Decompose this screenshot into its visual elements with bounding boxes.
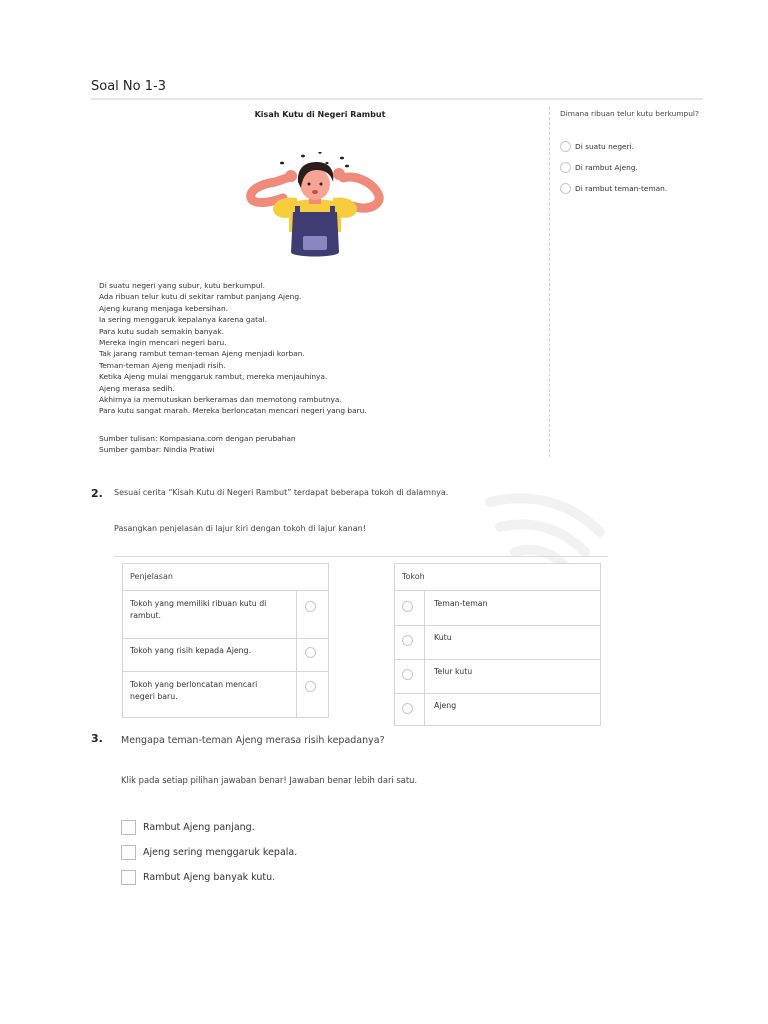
story-line: Di suatu negeri yang subur, kutu berkumpul.	[99, 281, 265, 290]
story-line: Akhirnya ia memutuskan berkeramas dan memotong rambutnya.	[99, 395, 342, 405]
header-divider	[91, 98, 703, 100]
explanation-item-1	[130, 598, 266, 622]
q3-question: Mengapa teman-teman Ajeng merasa risih kepadanya?	[121, 735, 385, 746]
column-line	[296, 591, 297, 718]
story-title: Kisah Kutu di Negeri Rambut	[254, 110, 386, 119]
q1-option-1[interactable]	[560, 140, 634, 152]
character-radio-2[interactable]	[402, 635, 413, 646]
explanation-radio-3[interactable]	[305, 681, 316, 692]
row-line	[395, 693, 600, 694]
character-radio-1[interactable]	[402, 601, 413, 612]
character-item-2: Kutu	[434, 633, 452, 642]
story-line: Ia sering menggaruk kepalanya karena gatal.	[99, 315, 267, 325]
q1-option-label: Di rambut teman-teman.	[575, 183, 668, 193]
q2-question: Sesuai cerita “Kisah Kutu di Negeri Rambut” terdapat beberapa tokoh di dalamnya.	[114, 488, 449, 497]
story-line: Ada ribuan telur kutu di sekitar rambut panjang Ajeng.	[99, 292, 302, 302]
story-line: Ketika Ajeng mulai menggaruk rambut, mereka menjauhinya.	[99, 372, 328, 382]
source-image: Sumber gambar: Nindia Pratiwi	[99, 445, 215, 455]
q3-option-label: Rambut Ajeng panjang.	[143, 821, 255, 833]
q3-instruction: Klik pada setiap pilihan jawaban benar! Jawaban benar lebih dari satu.	[121, 775, 418, 785]
column-line	[424, 591, 425, 726]
q3-option-label: Ajeng sering menggaruk kepala.	[143, 846, 298, 858]
explanation-item-2	[130, 645, 251, 657]
story-line: Mereka ingin mencari negeri baru.	[99, 338, 227, 348]
q3-option-3[interactable]	[121, 869, 275, 885]
checkbox[interactable]	[121, 820, 136, 835]
story-line: Para kutu sangat marah. Mereka berloncatan mencari negeri yang baru.	[99, 406, 367, 416]
character-item-3: Telur kutu	[434, 667, 473, 676]
explanation-line: Tokoh yang memiliki ribuan kutu di	[130, 599, 267, 608]
q2-instruction: Pasangkan penjelasan di lajur kiri dengan tokoh di lajur kanan!	[114, 524, 366, 533]
story-text	[99, 280, 367, 417]
character-table	[394, 563, 601, 726]
explanation-item-3	[130, 679, 257, 703]
story-sources	[99, 433, 296, 456]
q3-option-1[interactable]	[121, 819, 255, 835]
character-radio-3[interactable]	[402, 669, 413, 680]
character-item-1: Teman-teman	[434, 599, 488, 608]
explanation-line: rambut.	[130, 611, 162, 620]
q3-number: 3.	[91, 732, 103, 745]
radio-button[interactable]	[560, 162, 571, 173]
row-line	[123, 638, 328, 639]
q3-option-2[interactable]	[121, 844, 297, 860]
explanation-radio-2[interactable]	[305, 647, 316, 658]
story-line: Ajeng merasa sedih.	[99, 383, 175, 393]
q1-option-label: Di suatu negeri.	[575, 141, 634, 151]
story-line: Para kutu sudah semakin banyak.	[99, 326, 224, 336]
column-divider	[549, 107, 550, 457]
q2-number: 2.	[91, 487, 103, 500]
character-header: Tokoh	[395, 564, 600, 591]
source-text: Sumber tulisan: Kompasiana.com dengan perubahan	[99, 434, 296, 443]
radio-button[interactable]	[560, 183, 571, 194]
q2-divider	[114, 556, 608, 557]
explanation-table	[122, 563, 329, 718]
page-title: Soal No 1-3	[91, 79, 166, 94]
row-line	[395, 659, 600, 660]
radio-button[interactable]	[560, 141, 571, 152]
q1-option-3[interactable]	[560, 182, 667, 194]
row-line	[123, 671, 328, 672]
explanation-line: Tokoh yang risih kepada Ajeng.	[130, 646, 252, 655]
explanation-header: Penjelasan	[123, 564, 328, 591]
explanation-line: negeri baru.	[130, 692, 178, 701]
character-item-4: Ajeng	[434, 701, 457, 710]
q1-option-label: Di rambut Ajeng.	[575, 162, 638, 172]
story-line: Ajeng kurang menjaga kebersihan.	[99, 303, 228, 313]
story-line: Teman-teman Ajeng menjadi risih.	[99, 360, 226, 370]
story-line: Tak jarang rambut teman-teman Ajeng menjadi korban.	[99, 349, 305, 359]
girl-scratching-head-illustration	[245, 152, 385, 260]
explanation-line: Tokoh yang berloncatan mencari	[130, 680, 258, 689]
q1-option-2[interactable]	[560, 161, 638, 173]
q3-option-label: Rambut Ajeng banyak kutu.	[143, 871, 276, 883]
checkbox[interactable]	[121, 870, 136, 885]
row-line	[395, 625, 600, 626]
checkbox[interactable]	[121, 845, 136, 860]
q1-question: Dimana ribuan telur kutu berkumpul?	[560, 109, 699, 118]
character-radio-4[interactable]	[402, 703, 413, 714]
explanation-radio-1[interactable]	[305, 601, 316, 612]
